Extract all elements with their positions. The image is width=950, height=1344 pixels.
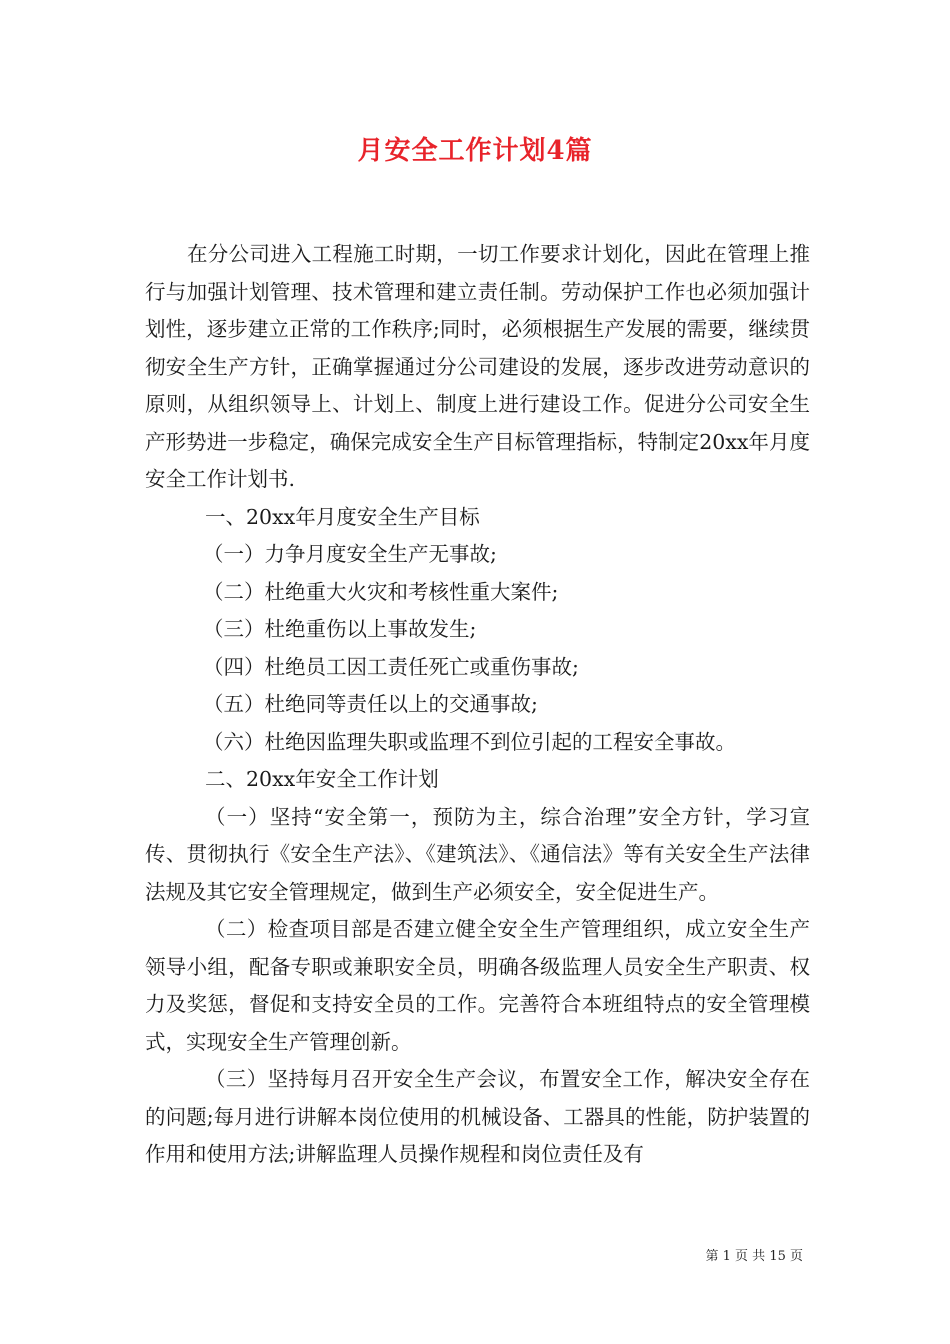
section-heading-goals: 一、20xx年月度安全生产目标	[205, 504, 480, 529]
goal-item: （三）杜绝重伤以上事故发生;	[203, 617, 477, 641]
intro-paragraph: 在分公司进入工程施工时期，一切工作要求计划化，因此在管理上推行与加强计划管理、技术管理和建立责任制。劳动保护工作也必须加强计划性，逐步建立正常的工作秩序;同时，必须根据生产发展的需要，继续贯彻安全生产方针，正确掌握通过分公司建设的发展，逐步改进劳动意识的原则，从组织领导上、计划上、制度上进行建设工作。促进分公司安全生产形势进一步稳定，确保完成安全生产目标管理指标，特制定20xx年月度安全工作计划书.	[145, 242, 810, 491]
goal-item: （六）杜绝因监理失职或监理不到位引起的工程安全事故。	[203, 729, 736, 754]
document-title: 月安全工作计划4篇	[357, 136, 593, 166]
section-heading-plan: 二、20xx年安全工作计划	[205, 767, 439, 791]
goal-item: （二）杜绝重大火灾和考核性重大案件;	[203, 579, 559, 604]
goal-item: （四）杜绝员工因工责任死亡或重伤事故;	[203, 654, 579, 679]
plan-paragraph: （二）检查项目部是否建立健全安全生产管理组织，成立安全生产领导小组，配备专职或兼职安全员，明确各级监理人员安全生产职责、权力及奖惩，督促和支持安全员的工作。完善符合本班组特点的安全管理模式，实现安全生产管理创新。	[145, 917, 810, 1054]
goal-item: （一）力争月度安全生产无事故;	[203, 542, 497, 566]
document-body	[145, 236, 810, 1174]
goal-item: （五）杜绝同等责任以上的交通事故;	[203, 692, 538, 716]
plan-paragraph: （三）坚持每月召开安全生产会议，布置安全工作，解决安全存在的问题;每月进行讲解本岗位使用的机械设备、工器具的性能，防护装置的作用和使用方法;讲解监理人员操作规程和岗位责任及有	[145, 1067, 810, 1166]
page-number: 第 1 页 共 15 页	[705, 1249, 803, 1264]
plan-paragraph: （一）坚持“安全第一，预防为主，综合治理”安全方针，学习宣传、贯彻执行《安全生产法》、《建筑法》、《通信法》等有关安全生产法律法规及其它安全管理规定，做到生产必须安全，安全促进生产。	[145, 804, 810, 904]
